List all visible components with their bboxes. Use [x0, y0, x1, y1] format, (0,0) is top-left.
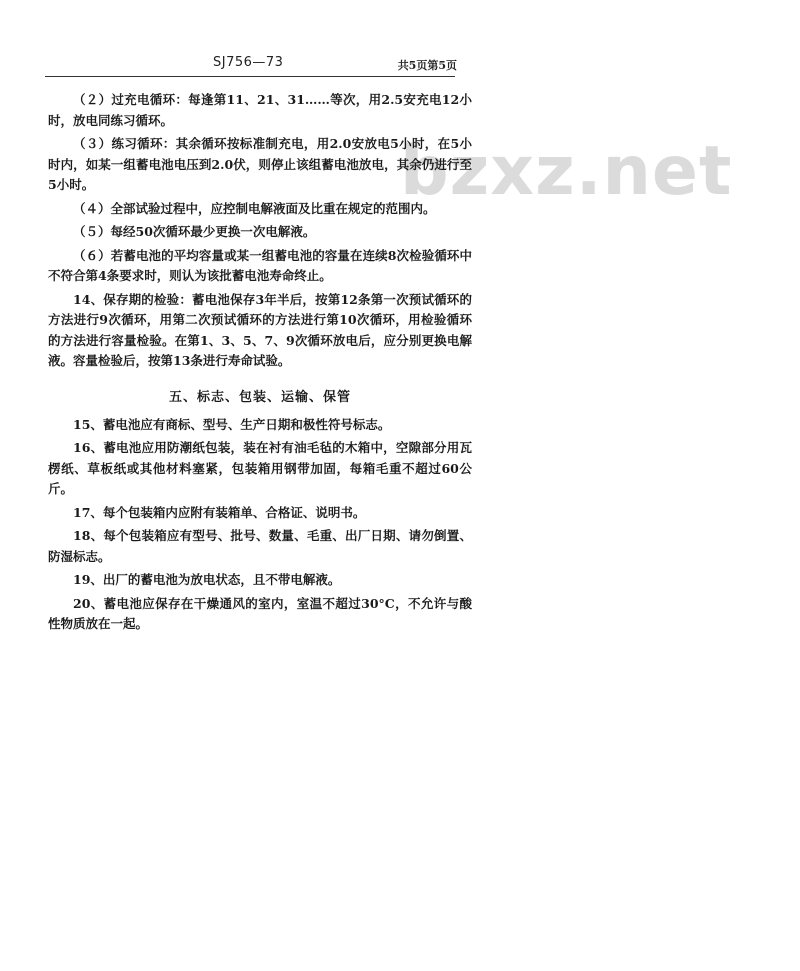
paragraph-practice-cycle: （３）练习循环：其余循环按标准制充电，用2.0安放电5小时，在5小时内，如某一组蓄电池电压到2.0伏，则停止该组蓄电池放电，其余仍进行至5小时。 [48, 136, 472, 192]
document-code: SJ756—73 [213, 55, 284, 70]
document-body [48, 90, 472, 635]
paragraph-clause-20: 20、蓄电池应保存在干燥通风的室内，室温不超过30°C，不允许与酸性物质放在一起。 [48, 595, 472, 631]
paragraph-life-end: （６）若蓄电池的平均容量或某一组蓄电池的容量在连续8次检验循环中不符合第4条要求时，则认为该批蓄电池寿命终止。 [48, 247, 472, 283]
watermark: bzxz.net [400, 132, 733, 211]
section-heading: 五、标志、包装、运输、保管 [168, 389, 351, 405]
paragraph-overcharge-cycle: （２）过充电循环：每逢第11、21、31……等次，用2.5安充电12小时，放电同练习循环。 [48, 92, 472, 128]
paragraph-clause-19: 19、出厂的蓄电池为放电状态，且不带电解液。 [73, 572, 341, 587]
paragraph-electrolyte-control: （４）全部试验过程中，应控制电解液面及比重在规定的范围内。 [73, 200, 436, 216]
paragraph-clause-14: 14、保存期的检验：蓄电池保存3年半后，按第12条第一次预试循环的方法进行9次循环，用第二次预试循环的方法进行第10次循环，用检验循环的方法进行容量检验。在第1、3、5、7、9次循环放电后，应分别更换电解液。容量检验后，按第13条进行寿命试验。 [48, 291, 472, 368]
page-counter: 共5页第5页 [397, 59, 457, 72]
paragraph-electrolyte-replace: （５）每经50次循环最少更换一次电解液。 [73, 224, 316, 239]
paragraph-clause-16: 16、蓄电池应用防潮纸包装，装在衬有油毛毡的木箱中，空隙部分用瓦楞纸、草板纸或其他材料塞紧，包装箱用钢带加固，每箱毛重不超过60公斤。 [48, 440, 472, 496]
paragraph-clause-15: 15、蓄电池应有商标、型号、生产日期和极性符号标志。 [73, 416, 391, 432]
page-header [45, 55, 455, 77]
paragraph-clause-17: 17、每个包装箱内应附有装箱单、合格证、说明书。 [73, 504, 366, 520]
header-divider [45, 76, 455, 77]
paragraph-clause-18: 18、每个包装箱应有型号、批号、数量、毛重、出厂日期、请勿倒置、防湿标志。 [48, 528, 472, 564]
